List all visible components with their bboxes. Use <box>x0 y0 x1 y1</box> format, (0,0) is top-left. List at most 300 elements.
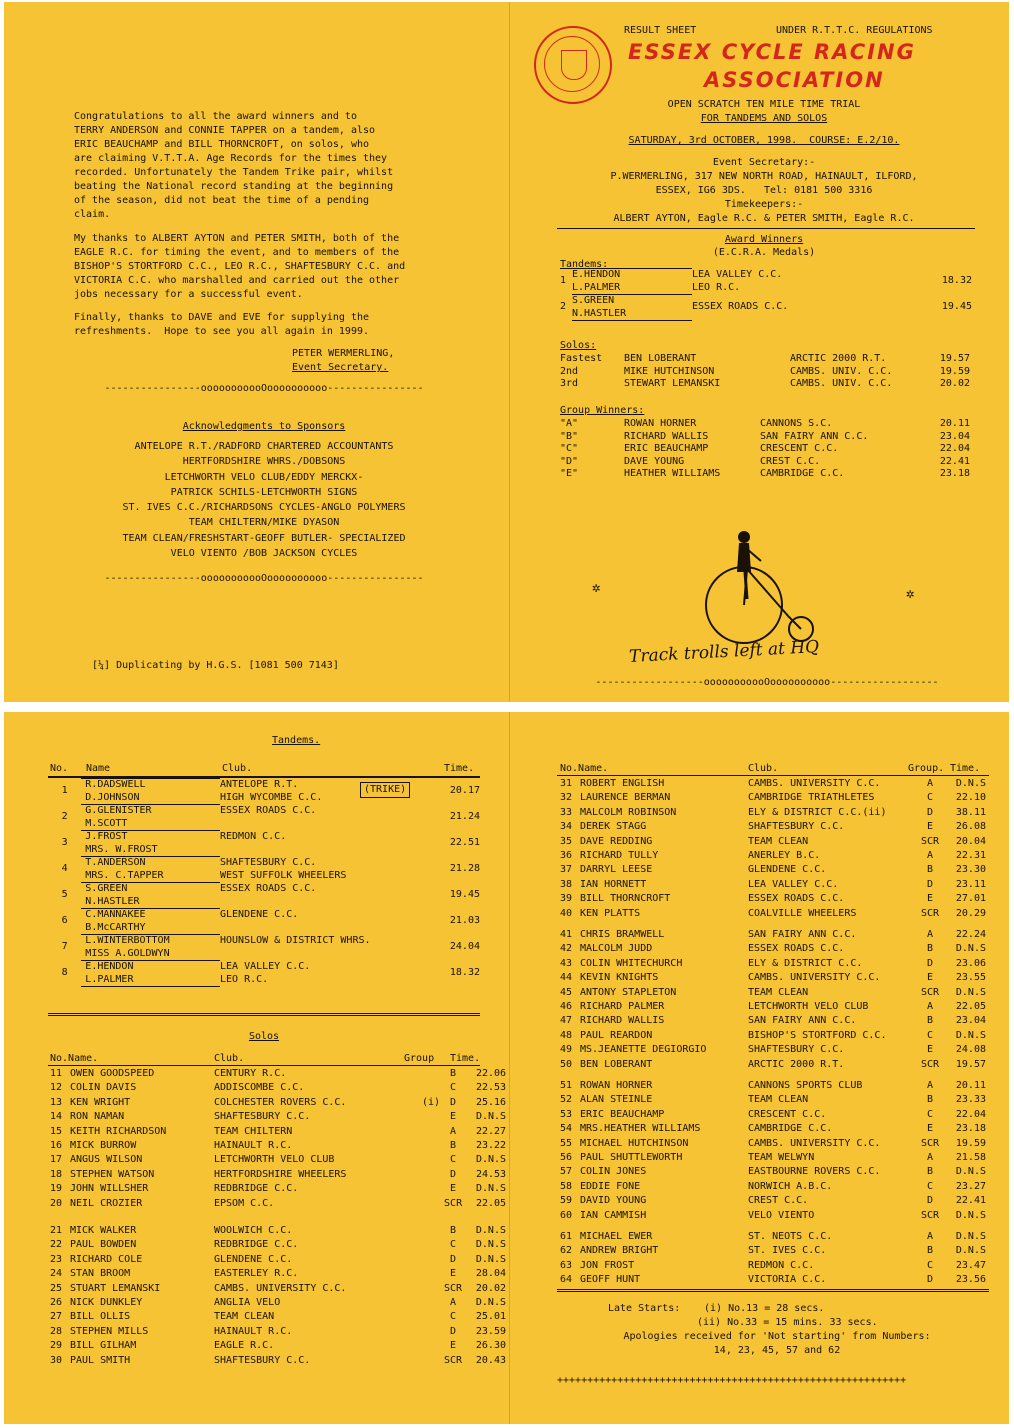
group-letter: A <box>926 850 934 862</box>
group-letter: SCR <box>920 835 940 847</box>
time-value: 26.08 <box>955 821 986 833</box>
club-name: CAMBS. UNIVERSITY C.C. <box>748 778 881 789</box>
signature-name: PETER WERMERLING, <box>292 348 395 359</box>
club-name: ST. IVES C.C. <box>748 1245 827 1257</box>
award-tandems-table <box>560 268 972 321</box>
rider-name: RICHARD COLE <box>70 1253 143 1265</box>
time-value: D.N.S <box>955 1245 986 1257</box>
rider-name: ALAN STEINLE <box>580 1094 653 1106</box>
table-row <box>48 896 480 909</box>
solos-table-2 <box>50 1224 506 1368</box>
entry-number: 30 <box>50 1354 63 1366</box>
entry-number: 26 <box>50 1297 63 1309</box>
rider-name: COLIN WHITECHURCH <box>580 957 683 969</box>
group-letter: SCR <box>920 1209 940 1221</box>
rider-name: GEOFF HUNT <box>580 1274 641 1286</box>
table-row <box>560 791 986 805</box>
entry-number: 29 <box>50 1340 63 1352</box>
table-row <box>50 1153 506 1167</box>
club-name: ADDISCOMBE C.C. <box>214 1082 305 1094</box>
time-value: D.N.S <box>955 1166 986 1178</box>
rider-name: MALCOLM ROBINSON <box>580 806 677 818</box>
club-name: CANNONS S.C. <box>760 418 833 429</box>
club-name: NORWICH A.B.C. <box>748 1180 833 1192</box>
club-name <box>220 896 438 909</box>
table-row <box>48 870 480 883</box>
time-value: 23.30 <box>955 864 986 876</box>
club-name: CAMBRIDGE C.C. <box>760 468 845 479</box>
entry-number: 28 <box>50 1325 63 1337</box>
time-value: 22.53 <box>475 1082 507 1094</box>
club-name: HOUNSLOW & DISTRICT WHRS. <box>220 934 371 946</box>
table-row <box>560 986 986 1000</box>
time-value: 23.47 <box>955 1259 986 1271</box>
entry-number: 15 <box>50 1125 63 1137</box>
col-time: Time. <box>444 763 475 774</box>
club-name: ESSEX ROADS C.C. <box>748 893 845 905</box>
entry-number: 50 <box>560 1058 573 1070</box>
club-name: CREST C.C. <box>760 455 821 467</box>
group-label: "A" <box>560 418 579 429</box>
group-letter: A <box>926 1080 934 1091</box>
late-start-note <box>422 1282 440 1296</box>
club-name: ESSEX ROADS C.C. <box>692 301 789 313</box>
solos-table-1 <box>50 1067 506 1211</box>
group-letter: C <box>450 1082 457 1094</box>
entry-number: 1 <box>61 785 68 797</box>
group-letter: SCR <box>920 1058 940 1070</box>
time-value: D.N.S <box>475 1111 507 1123</box>
congratulations-paragraph: Congratulations to all the award winners and to TERRY ANDERSON and CONNIE TAPPER on a tandem, also ERIC BEAUCHAMP and BILL THORNCROFT, on solos, who are claiming V.T.T.A. Age Records for the times they recorded. Unfortunately the Tandem Trike pair, whilst beating the National record standing at the beginning of the season, did not beat the time of a pending claim. <box>74 111 394 220</box>
club-name: SAN FAIRY ANN C.C. <box>760 430 869 442</box>
entry-number: 4 <box>61 863 68 875</box>
table-row <box>50 1168 506 1182</box>
entry-number: 36 <box>560 850 573 862</box>
separator-line: ----------------ooooooooooOoooooooooo---------------- <box>104 383 424 394</box>
table-row <box>560 806 986 820</box>
late-start-1: (i) No.13 = 28 secs. <box>704 1303 825 1314</box>
entry-number: 8 <box>61 967 68 979</box>
entry-number: 42 <box>560 943 573 955</box>
group-letter: B <box>450 1140 457 1152</box>
table-row <box>560 1043 986 1057</box>
club-name: SHAFTESBURY C.C. <box>220 856 317 868</box>
divider <box>557 228 975 229</box>
rider-name: DEREK STAGG <box>580 821 647 833</box>
shield-icon <box>561 50 587 80</box>
time-value: 24.53 <box>475 1168 507 1180</box>
club-name: BISHOP'S STORTFORD C.C. <box>748 1029 887 1041</box>
table-row <box>560 443 970 456</box>
club-name: CRESCENT C.C. <box>748 1108 827 1120</box>
club-name: GLENDENE C.C. <box>214 1253 293 1265</box>
rider-name: BILL THORNCROFT <box>580 893 671 905</box>
table-row <box>560 849 986 863</box>
sponsor-line: PATRICK SCHILS-LETCHWORTH SIGNS <box>170 486 358 498</box>
rider-name: MS.JEANETTE DEGIORGIO <box>580 1044 707 1056</box>
award-solos-table <box>560 353 970 391</box>
club-name: LEO R.C. <box>220 973 269 985</box>
time-value: 22.51 <box>449 837 480 849</box>
time-value: 19.45 <box>941 301 972 313</box>
rider-name: STEPHEN WATSON <box>70 1168 155 1180</box>
late-start-note <box>422 1197 440 1211</box>
table-row <box>560 1093 986 1107</box>
time-value: 25.16 <box>475 1096 507 1108</box>
group-letter: E <box>449 1268 457 1280</box>
group-letter: B <box>926 1166 934 1178</box>
club-name: CANNONS SPORTS CLUB <box>748 1080 863 1091</box>
table-row <box>560 777 986 791</box>
table-row <box>560 1122 986 1136</box>
club-name: LETCHWORTH VELO CLUB <box>214 1154 335 1166</box>
club-name: HAINAULT R.C. <box>214 1325 293 1337</box>
rider-name: ROBERT ENGLISH <box>580 778 665 789</box>
club-name: CAMBS. UNIV. C.C. <box>790 378 893 389</box>
table-row <box>560 353 970 366</box>
group-letter: C <box>926 1108 934 1120</box>
club-name: CAMBS. UNIVERSITY C.C. <box>214 1282 347 1294</box>
time-value: 21.58 <box>955 1152 986 1164</box>
time-value: 23.59 <box>475 1325 506 1337</box>
sponsors-heading: Acknowledgments to Sponsors <box>182 421 346 432</box>
entry-number: 40 <box>560 907 573 919</box>
award-medals-note: (E.C.R.A. Medals) <box>712 247 816 258</box>
club-name: CRESCENT C.C. <box>760 443 839 454</box>
entry-number: 58 <box>560 1180 573 1192</box>
time-value: D.N.S <box>475 1239 506 1251</box>
solos-table-6 <box>560 1230 986 1288</box>
solo-col-noname: No.Name. <box>50 1053 99 1064</box>
rider-name: L.PALMER <box>572 282 692 295</box>
award-solos-label: Solos: <box>560 340 597 351</box>
rider-name: E.HENDON <box>81 961 220 974</box>
time-value: 23.33 <box>955 1094 986 1106</box>
late-start-note <box>422 1182 440 1196</box>
time-value: 19.57 <box>955 1058 986 1070</box>
group-winners-table <box>560 418 970 481</box>
time-value: 22.04 <box>955 1108 986 1120</box>
rider-name: MICHAEL EWER <box>580 1231 653 1242</box>
entry-number: 34 <box>560 821 573 833</box>
group-letter: B <box>926 943 934 955</box>
table-row <box>50 1067 506 1081</box>
entry-number: 41 <box>560 929 573 940</box>
group-letter: C <box>450 1154 457 1166</box>
rider-name: CHRIS BRAMWELL <box>580 929 665 940</box>
late-start-note <box>422 1153 440 1167</box>
award-tandems-label: Tandems: <box>560 259 609 270</box>
rider-name: DARRYL LEESE <box>580 864 653 876</box>
group-letter: B <box>449 1225 457 1236</box>
group-letter: A <box>926 1231 934 1242</box>
rider-name: MRS. W.FROST <box>81 844 220 857</box>
rider-name: RON NAMAN <box>70 1111 125 1123</box>
rider-name: S.GREEN <box>572 295 615 306</box>
group-letter: D <box>926 1195 934 1207</box>
solos-table-5 <box>560 1079 986 1223</box>
apologies-line-1: Apologies received for 'Not starting' from Numbers: <box>623 1331 931 1342</box>
table-row <box>48 779 480 792</box>
entry-number: 5 <box>61 889 68 901</box>
table-row <box>560 892 986 906</box>
group-letter: D <box>449 1325 457 1337</box>
group-letter: C <box>449 1311 457 1323</box>
rider-name: IAN CAMMISH <box>580 1209 647 1221</box>
entry-number: 55 <box>560 1137 573 1149</box>
club-name: LETCHWORTH VELO CLUB <box>748 1001 869 1013</box>
group-label: "D" <box>560 455 579 467</box>
club-name: EASTBOURNE ROVERS C.C. <box>748 1166 881 1178</box>
time-value: 23.55 <box>955 972 986 984</box>
table-row <box>50 1238 506 1252</box>
club-name: COLCHESTER ROVERS C.C. <box>214 1096 347 1108</box>
rider-name: BILL GILHAM <box>70 1340 137 1352</box>
club-name: ANTELOPE R.T. <box>220 778 299 790</box>
table-row <box>48 792 480 805</box>
time-value: 23.18 <box>955 1123 986 1135</box>
club-name: REDBRIDGE C.C. <box>214 1239 299 1251</box>
col-group: Group. <box>908 763 945 774</box>
time-value: 22.10 <box>955 792 986 804</box>
time-value: 21.24 <box>449 811 480 823</box>
club-name <box>220 948 438 961</box>
solos-table-3 <box>560 777 986 921</box>
duplicating-footer: [¼] Duplicating by H.G.S. [1081 500 7143] <box>92 660 339 671</box>
solos-table-4 <box>560 928 986 1072</box>
table-row <box>48 857 480 870</box>
rider-name: JOHN WILLSHER <box>70 1183 149 1195</box>
late-start-note <box>422 1224 440 1238</box>
group-letter: SCR <box>920 907 940 919</box>
sponsor-line: ANTELOPE R.T./RADFORD CHARTERED ACCOUNTANTS <box>134 441 394 452</box>
group-letter: A <box>926 778 934 789</box>
club-name: CAMBRIDGE C.C. <box>748 1123 833 1135</box>
club-name <box>220 818 438 831</box>
club-name: SHAFTESBURY C.C. <box>748 1044 845 1056</box>
table-row <box>560 1230 986 1244</box>
flower-ornament-icon: ✲ <box>592 580 601 596</box>
time-value: 20.11 <box>939 418 970 429</box>
results-sheet-outer <box>4 2 1009 702</box>
time-value: 20.04 <box>955 835 986 847</box>
group-letter: B <box>926 1245 934 1257</box>
rider-name: ROWAN HORNER <box>580 1080 653 1091</box>
entry-number: 23 <box>50 1253 63 1265</box>
club-name: GLENDENE C.C. <box>748 864 827 876</box>
rider-name: RICHARD WALLIS <box>580 1015 665 1027</box>
rider-name: JON FROST <box>580 1259 635 1271</box>
entry-number: 11 <box>50 1068 63 1079</box>
late-start-note <box>422 1168 440 1182</box>
table-row <box>48 909 480 922</box>
rider-name: MICK WALKER <box>70 1225 137 1236</box>
time-value: D.N.S <box>475 1225 506 1236</box>
late-start-note <box>422 1067 440 1081</box>
group-letter: D <box>926 1274 934 1286</box>
club-name: HERTFORDSHIRE WHEELERS <box>214 1168 347 1180</box>
late-start-note <box>422 1267 440 1281</box>
time-value: 22.41 <box>939 455 970 467</box>
col-club: Club. <box>222 763 253 774</box>
sponsor-line: ST. IVES C.C./RICHARDSONS CYCLES-ANGLO POLYMERS <box>122 502 406 514</box>
late-start-note: (i) <box>422 1096 441 1108</box>
separator-line: ------------------ooooooooooOoooooooooo------------------ <box>595 677 939 688</box>
ecra-seal-logo <box>534 26 612 104</box>
rider-name: KEITH RICHARDSON <box>70 1125 167 1137</box>
club-name: ARCTIC 2000 R.T. <box>790 353 887 364</box>
table-row <box>48 818 480 831</box>
group-letter: D <box>449 1253 457 1265</box>
table-row <box>560 1014 986 1028</box>
col-no: No. <box>50 763 69 774</box>
club-name: LEA VALLEY C.C. <box>748 878 839 890</box>
rider-name: LAURENCE BERMAN <box>580 792 671 804</box>
club-name: SAN FAIRY ANN C.C. <box>748 1015 857 1027</box>
group-letter: D <box>926 878 934 890</box>
rider-name: ANGUS WILSON <box>70 1154 143 1166</box>
sponsor-line: HERTFORDSHIRE WHRS./DOBSONS <box>182 456 346 468</box>
entry-number: 13 <box>50 1096 63 1108</box>
sponsors-list <box>44 439 484 561</box>
time-value: 22.31 <box>955 850 986 862</box>
club-name: EPSOM C.C. <box>214 1197 275 1209</box>
table-row <box>48 844 480 857</box>
rider-name: MICK BURROW <box>70 1140 137 1152</box>
club-name: HIGH WYCOMBE C.C. <box>220 791 323 803</box>
table-row <box>50 1224 506 1238</box>
group-letter: C <box>926 1029 934 1041</box>
time-value: 23.27 <box>955 1180 986 1192</box>
club-name: WEST SUFFOLK WHEELERS <box>220 869 347 881</box>
club-name: TEAM CLEAN <box>748 835 809 847</box>
time-value: 24.08 <box>955 1044 986 1056</box>
refreshments-paragraph: Finally, thanks to DAVE and EVE for supplying the refreshments. Hope to see you all again in 1999. <box>74 312 370 337</box>
group-letter: SCR <box>920 986 940 998</box>
table-row <box>560 1165 986 1179</box>
time-value: 22.04 <box>939 443 970 454</box>
table-row <box>560 1000 986 1014</box>
group-letter: B <box>926 864 934 876</box>
result-sheet-label: RESULT SHEET <box>624 25 697 36</box>
group-letter: C <box>926 792 934 804</box>
rider-name: COLIN JONES <box>580 1166 647 1178</box>
club-name: TEAM CLEAN <box>748 986 809 998</box>
table-row <box>50 1110 506 1124</box>
tandems-end-rule <box>48 1013 480 1016</box>
group-letter: E <box>450 1111 457 1123</box>
table-row <box>48 922 480 935</box>
club-name: CAMBS. UNIVERSITY C.C. <box>748 972 881 984</box>
time-value: 19.59 <box>955 1137 986 1149</box>
time-value: 25.01 <box>475 1311 506 1323</box>
rider-name: R.DADSWELL <box>81 779 220 792</box>
solo-col-club: Club. <box>214 1053 245 1064</box>
col-name: Name <box>86 763 111 774</box>
club-name: EAGLE R.C. <box>214 1340 275 1352</box>
entry-number: 6 <box>61 915 68 927</box>
time-value: 23.11 <box>955 878 986 890</box>
solos-heading: Solos <box>248 1031 280 1042</box>
col-club: Club. <box>748 763 779 774</box>
time-value: 18.32 <box>941 275 972 287</box>
entry-number: 33 <box>560 806 573 818</box>
entry-number: 17 <box>50 1154 63 1166</box>
time-value: 26.30 <box>475 1340 506 1352</box>
late-starts-label: Late Starts: <box>608 1303 681 1314</box>
table-row <box>560 820 986 834</box>
late-start-note <box>422 1296 440 1310</box>
time-value: D.N.S <box>475 1183 507 1195</box>
late-start-note <box>422 1339 440 1353</box>
entry-number: 31 <box>560 778 573 789</box>
club-name: TEAM CHILTERN <box>214 1125 293 1137</box>
group-letter: E <box>926 893 934 905</box>
club-name: LEA VALLEY C.C. <box>692 268 783 280</box>
group-label: "C" <box>560 443 579 454</box>
table-row <box>48 948 480 961</box>
time-value: 23.56 <box>955 1274 986 1286</box>
rider-name: HEATHER WILLIAMS <box>624 468 721 479</box>
table-row <box>48 935 480 948</box>
rider-name: DAVID YOUNG <box>580 1195 647 1207</box>
club-name: ELY & DISTRICT C.C. <box>748 957 863 969</box>
club-name: HAINAULT R.C. <box>214 1140 293 1152</box>
group-letter: A <box>450 1125 457 1137</box>
entry-number: 45 <box>560 986 573 998</box>
rider-name: NEIL CROZIER <box>70 1197 143 1209</box>
club-name: ESSEX ROADS C.C. <box>220 882 317 894</box>
entry-number: 46 <box>560 1001 573 1013</box>
table-row <box>560 1180 986 1194</box>
club-name: SHAFTESBURY C.C. <box>214 1354 311 1366</box>
award-winners-heading: Award Winners <box>724 234 804 245</box>
entry-number: 62 <box>560 1245 573 1257</box>
entry-number: 18 <box>50 1168 63 1180</box>
time-value: 22.41 <box>955 1195 986 1207</box>
club-name: LEO R.C. <box>692 281 741 293</box>
club-name: ANERLEY B.C. <box>748 850 821 862</box>
rider-name: ANTONY STAPLETON <box>580 986 677 998</box>
time-value: D.N.S <box>475 1154 507 1166</box>
table-row <box>48 974 480 987</box>
club-name <box>220 844 438 857</box>
org-title-line2: ASSOCIATION <box>704 68 885 92</box>
rider-name: M.SCOTT <box>81 818 220 831</box>
club-name: CAMBRIDGE TRIATHLETES <box>748 792 875 804</box>
group-letter: SCR <box>920 1137 940 1149</box>
club-name: ELY & DISTRICT C.C.(ii) <box>748 806 887 818</box>
club-name: ESSEX ROADS C.C. <box>748 943 845 955</box>
time-value: 19.59 <box>939 365 970 377</box>
time-value: 38.11 <box>955 806 986 818</box>
rider-name: C.MANNAKEE <box>81 909 220 922</box>
table-row <box>50 1139 506 1153</box>
apologies-line-2: 14, 23, 45, 57 and 62 <box>713 1345 841 1356</box>
club-name: REDMON C.C. <box>220 830 287 842</box>
time-value: 23.04 <box>955 1015 986 1027</box>
rider-name: N.HASTLER <box>572 308 692 321</box>
group-letter: C <box>926 1259 934 1271</box>
entry-number: 43 <box>560 957 573 969</box>
table-row <box>50 1182 506 1196</box>
sponsor-line: TEAM CLEAN/FRESHSTART-GEOFF BUTLER- SPECIALIZED <box>122 532 406 544</box>
table-row <box>50 1339 506 1353</box>
rider-name: RICHARD PALMER <box>580 1001 665 1013</box>
rider-name: STEPHEN MILLS <box>70 1325 149 1337</box>
sponsor-line: VELO VIENTO /BOB JACKSON CYCLES <box>170 548 358 560</box>
rider-name: L.PALMER <box>81 974 220 987</box>
